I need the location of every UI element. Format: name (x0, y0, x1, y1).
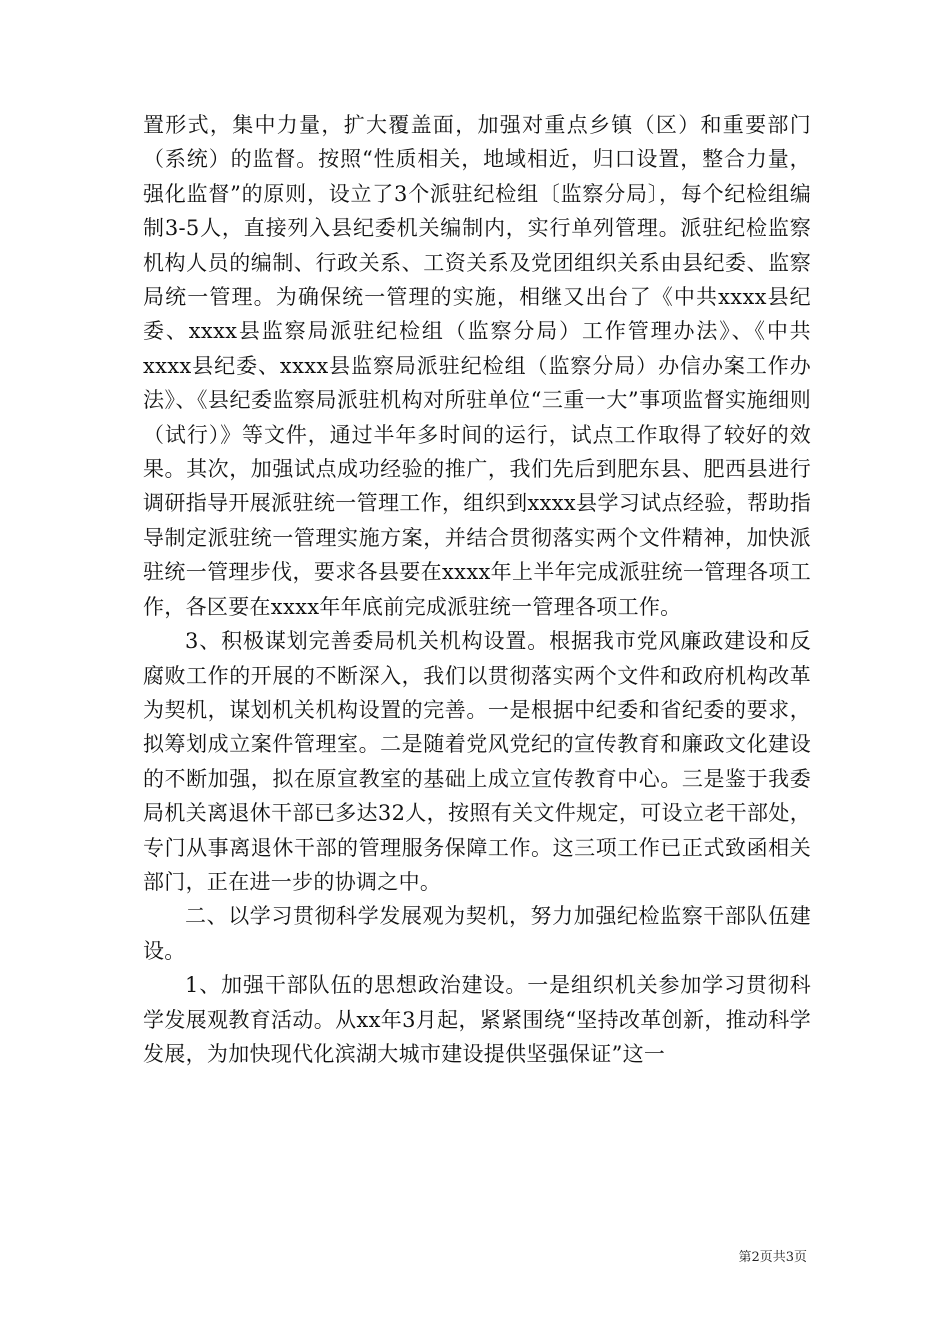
document-body (143, 108, 811, 1071)
section-heading-2: 二、以学习贯彻科学发展观为契机，努力加强纪检监察干部队伍建设。 (143, 904, 811, 963)
page-number-footer: 第2页共3页 (738, 1250, 807, 1265)
paragraph-section-3: 3、积极谋划完善委局机关机构设置。根据我市党风廉政建设和反腐败工作的开展的不断深入，我们以贯彻落实两个文件和政府机构改革为契机，谋划机关机构设置的完善。一是根据中纪委和省纪委的要求，拟筹划成立案件管理室。二是随着党风党纪的宣传教育和廉政文化建设的不断加强，拟在原宣教室的基础上成立宣传教育中心。三是鉴于我委局机关离退休干部已多达32人，按照有关文件规定，可设立老干部处，专门从事离退休干部的管理服务保障工作。这三项工作已正式致函相关部门，正在进一步的协调之中。 (143, 629, 811, 894)
paragraph-continuation: 置形式，集中力量，扩大覆盖面，加强对重点乡镇（区）和重要部门（系统）的监督。按照“性质相关，地域相近，归口设置，整合力量，强化监督”的原则，设立了3个派驻纪检组〔监察分局〕，每个纪检组编制3-5人，直接列入县纪委机关编制内，实行单列管理。派驻纪检监察机构人员的编制、行政关系、工资关系及党团组织关系由县纪委、监察局统一管理。为确保统一管理的实施，相继又出台了《中共xxxx县纪委、xxxx县监察局派驻纪检组（监察分局）工作管理办法》、《中共xxxx县纪委、xxxx县监察局派驻纪检组（监察分局）办信办案工作办法》、《县纪委监察局派驻机构对所驻单位“三重一大”事项监督实施细则（试行）》等文件，通过半年多时间的运行，试点工作取得了较好的效果。其次，加强试点成功经验的推广，我们先后到肥东县、肥西县进行调研指导开展派驻统一管理工作，组织到xxxx县学习试点经验，帮助指导制定派驻统一管理实施方案，并结合贯彻落实两个文件精神，加快派驻统一管理步伐，要求各县要在xxxx年上半年完成派驻统一管理各项工作，各区要在xxxx年年底前完成派驻统一管理各项工作。 (143, 113, 811, 619)
paragraph-subsection-1: 1、加强干部队伍的思想政治建设。一是组织机关参加学习贯彻科学发展观教育活动。从xx年3月起，紧紧围绕“坚持改革创新，推动科学发展，为加快现代化滨湖大城市建设提供坚强保证”这一 (143, 973, 811, 1066)
